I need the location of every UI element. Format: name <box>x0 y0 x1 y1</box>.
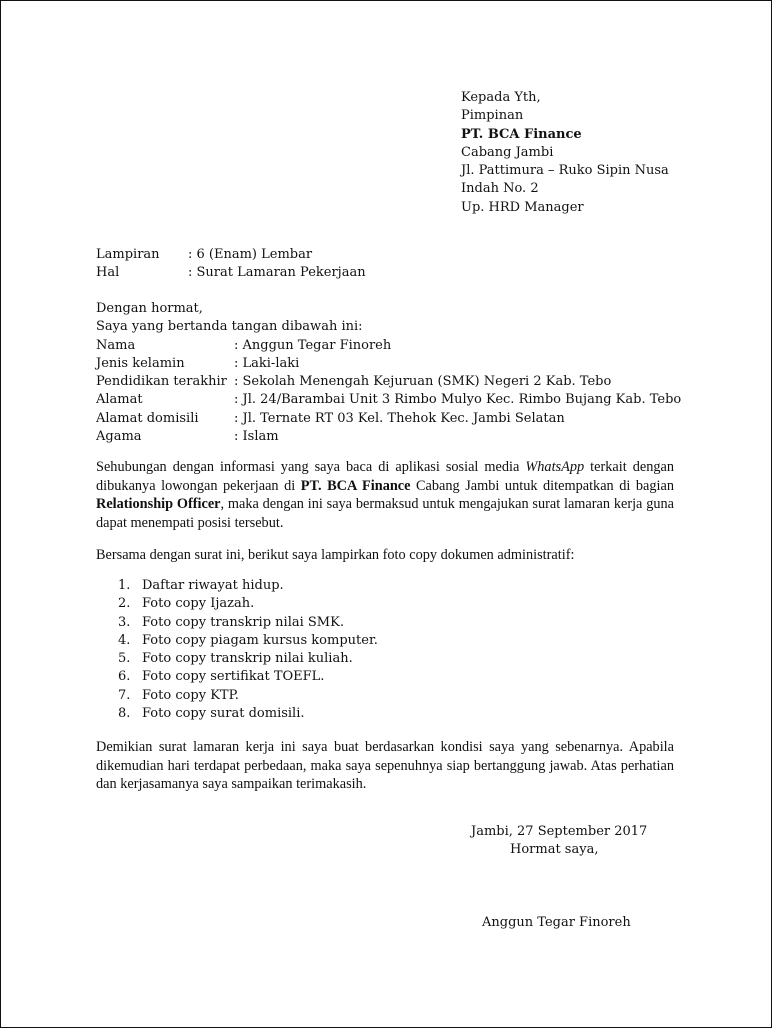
identity-value: : Anggun Tegar Finoreh <box>234 337 392 353</box>
list-item-number: 5. <box>118 651 131 667</box>
identity-row <box>96 391 681 409</box>
greeting: Dengan hormat, <box>96 301 203 316</box>
identity-label: Nama <box>96 337 136 353</box>
recipient-line: Up. HRD Manager <box>461 199 584 215</box>
paragraph-closing: Demikian surat lamaran kerja ini saya buat berdasarkan kondisi saya yang sebenarnya. Apabila dikemudian hari terdapat perbedaan, maka saya sepenuhnya siap bertanggung jawab. Atas perhatian dan kerjasamanya saya sampaikan terimakasih. <box>96 739 674 793</box>
identity-value: : Islam <box>234 429 279 445</box>
meta-row <box>96 264 366 282</box>
paragraph-text: terkait dengan dibukanya lowongan pekerjaan di <box>96 459 674 494</box>
meta-value: : 6 (Enam) Lembar <box>188 247 313 262</box>
identity-value: : Laki-laki <box>234 355 300 371</box>
meta-label: Lampiran <box>96 247 160 262</box>
identity-row <box>96 337 681 355</box>
meta-row <box>96 246 366 264</box>
recipient-company: PT. BCA Finance <box>461 126 582 142</box>
opening-block <box>96 300 681 446</box>
list-item-text: Foto copy KTP. <box>142 687 239 703</box>
letter-meta <box>96 246 366 283</box>
list-item <box>118 687 378 705</box>
paragraph-text: Cabang Jambi untuk ditempatkan di bagian <box>410 477 674 494</box>
identity-table <box>96 337 681 447</box>
list-item-number: 7. <box>118 687 131 703</box>
list-item-text: Foto copy piagam kursus komputer. <box>142 632 378 648</box>
list-item <box>118 595 378 613</box>
identity-row <box>96 428 681 446</box>
attachment-list <box>118 577 378 723</box>
list-item-number: 3. <box>118 614 131 630</box>
signer-name: Anggun Tegar Finoreh <box>482 915 631 930</box>
list-item-text: Foto copy surat domisili. <box>142 706 305 722</box>
identity-label: Alamat <box>96 392 143 408</box>
place-date: Jambi, 27 September 2017 <box>471 824 648 839</box>
list-item-text: Daftar riwayat hidup. <box>142 578 284 593</box>
list-item <box>118 668 378 686</box>
recipient-line: Jl. Pattimura – Ruko Sipin Nusa <box>461 163 669 179</box>
list-item-text: Foto copy transkrip nilai SMK. <box>142 614 344 630</box>
identity-label: Agama <box>96 429 142 445</box>
list-item <box>118 650 378 668</box>
list-item-text: Foto copy sertifikat TOEFL. <box>142 669 325 685</box>
list-item-text: Foto copy transkrip nilai kuliah. <box>142 651 353 667</box>
paragraph-attachments-intro: Bersama dengan surat ini, berikut saya lampirkan foto copy dokumen administratif: <box>96 547 575 563</box>
list-item-text: Foto copy Ijazah. <box>142 596 255 612</box>
recipient-line: Indah No. 2 <box>461 181 539 197</box>
meta-value: : Surat Lamaran Pekerjaan <box>188 265 366 281</box>
recipient-line: Cabang Jambi <box>461 144 554 160</box>
paragraph-company-name: PT. BCA Finance <box>300 477 411 494</box>
signoff-block <box>471 823 647 860</box>
list-item <box>118 577 378 595</box>
identity-label: Jenis kelamin <box>96 355 185 371</box>
list-item-number: 8. <box>118 706 131 722</box>
paragraph-text: Sehubungan dengan informasi yang saya baca di aplikasi sosial media <box>96 459 526 475</box>
identity-label: Pendidikan terakhir <box>96 374 227 390</box>
closing-salutation: Hormat saya, <box>510 842 599 858</box>
identity-value: : Jl. Ternate RT 03 Kel. Thehok Kec. Jambi Selatan <box>234 410 565 426</box>
recipient-line: Pimpinan <box>461 108 524 124</box>
recipient-line: Kepada Yth, <box>461 90 541 105</box>
list-item-number: 4. <box>118 632 131 648</box>
meta-label: Hal <box>96 265 120 281</box>
list-item-number: 6. <box>118 669 131 685</box>
list-item <box>118 632 378 650</box>
identity-value: : Jl. 24/Barambai Unit 3 Rimbo Mulyo Kec. Rimbo Bujang Kab. Tebo <box>234 392 682 408</box>
list-item-number: 2. <box>118 596 131 612</box>
identity-row <box>96 355 681 373</box>
paragraph-position-name: Relationship Officer <box>96 496 221 513</box>
paragraph-purpose <box>96 458 674 532</box>
identity-row <box>96 410 681 428</box>
paragraph-text: , maka dengan ini saya bermaksud untuk mengajukan surat lamaran kerja guna dapat menempati posisi tersebut. <box>96 496 674 531</box>
list-item <box>118 705 378 723</box>
identity-value: : Sekolah Menengah Kejuruan (SMK) Negeri 2 Kab. Tebo <box>234 374 612 390</box>
identity-label: Alamat domisili <box>96 410 199 426</box>
intro: Saya yang bertanda tangan dibawah ini: <box>96 319 363 335</box>
list-item-number: 1. <box>118 578 131 593</box>
list-item <box>118 614 378 632</box>
identity-row <box>96 373 681 391</box>
paragraph-app-name: WhatsApp <box>525 459 585 475</box>
recipient-block <box>461 89 669 217</box>
